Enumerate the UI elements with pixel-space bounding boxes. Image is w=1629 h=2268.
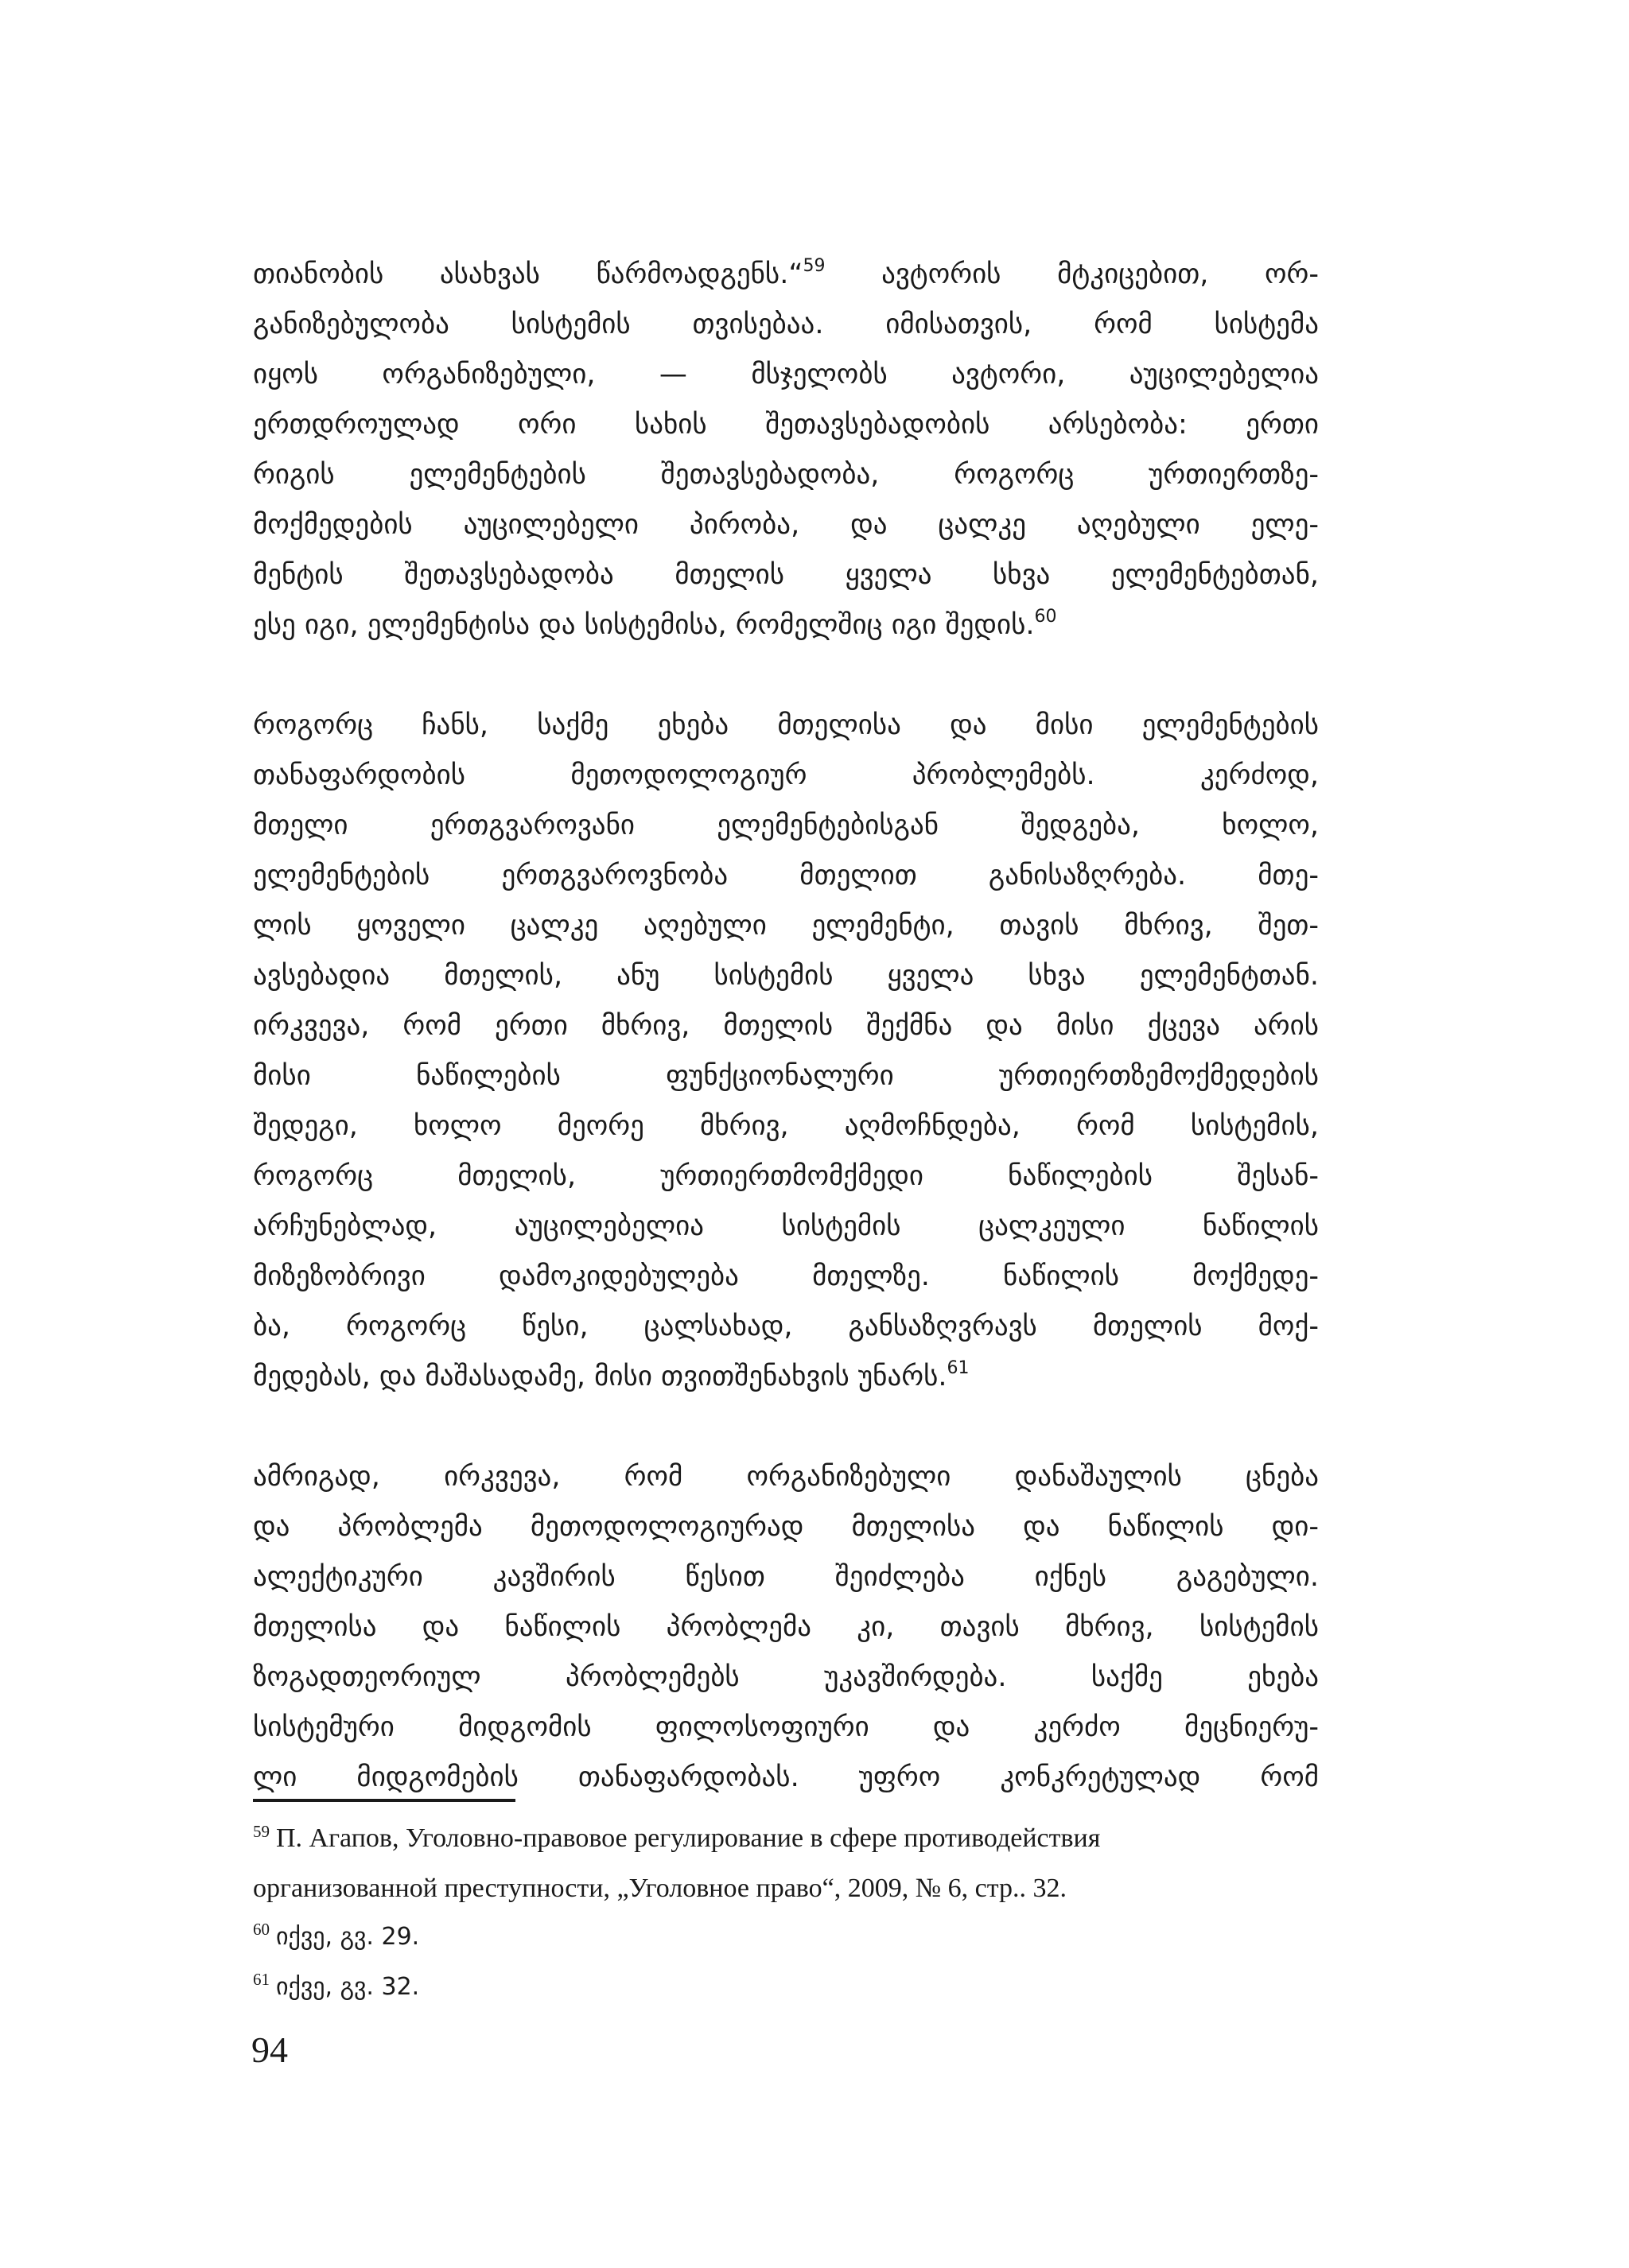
text-line: მიზეზობრივი დამოკიდებულება მთელზე. ნაწილის მოქმედე- [253, 1260, 1319, 1292]
text-line: ზოგადთეორიულ პრობლემებს უკავშირდება. საქმე ეხება [253, 1661, 1319, 1693]
text-line: სისტემური მიდგომის ფილოსოფიური და კერძო მეცნიერუ- [253, 1711, 1319, 1743]
text-line: ესე იგი, ელემენტისა და სისტემისა, რომელშიც იგი შედის.$^{60}$ [253, 607, 1057, 641]
text-line: როგორც ჩანს, საქმე ეხება მთელისა და მისი ელემენტების [253, 709, 1319, 741]
footnote-divider [253, 1799, 515, 1802]
page-number: 94 [251, 2029, 288, 2070]
footnote-59 [253, 1815, 1319, 1865]
paragraph-3 [253, 1452, 1319, 1803]
main-text [253, 250, 1319, 1803]
text-line: ლის ყოველი ცალკე აღებული ელემენტი, თავის მხრივ, შეთ- [253, 910, 1319, 942]
text-line: ერთდროულად ორი სახის შეთავსებადობის არსებობა: ერთი [253, 409, 1319, 441]
text-line: ლი მიდგომების თანაფარდობას. უფრო კონკრეტულად რომ [253, 1761, 1319, 1793]
text-line: თანაფარდობის მეთოდოლოგიურ პრობლემებს. კერძოდ, [253, 759, 1319, 791]
text-line: თიანობის ასახვას წარმოადგენს.“$^{59}$ ავტორის მტკიცებით, ორ- [253, 256, 1319, 290]
text-line: არჩუნებლად, აუცილებელია სისტემის ცალკეული ნაწილის [253, 1210, 1319, 1242]
text-line: ამრიგად, ირკვევა, რომ ორგანიზებული დანაშაულის ცნება [253, 1461, 1319, 1493]
footnotes [253, 1815, 1319, 2013]
text-line: მოქმედების აუცილებელი პირობა, და ცალკე აღებული ელე- [253, 509, 1319, 541]
text-line: მთელი ერთგვაროვანი ელემენტებისგან შედგება, ხოლო, [253, 810, 1319, 841]
text-line: ალექტიკური კავშირის წესით შეიძლება იქნეს გაგებული. [253, 1561, 1319, 1593]
text-line: ბა, როგორც წესი, ცალსახად, განსაზღვრავს მთელის მოქ- [253, 1311, 1319, 1342]
text-line: მენტის შეთავსებადობა მთელის ყველა სხვა ელემენტებთან, [253, 559, 1319, 591]
footnote-number: 59 [253, 1822, 270, 1841]
text-line: განიზებულობა სისტემის თვისებაა. იმისათვის, რომ სისტემა [253, 309, 1319, 340]
paragraph-gap [253, 1402, 1319, 1452]
text-line: ირკვევა, რომ ერთი მხრივ, მთელის შექმნა და მისი ქცევა არის [253, 1010, 1319, 1042]
footnote-number: 61 [253, 1970, 270, 1989]
footnote-text: იქვე, გვ. 32. [276, 1973, 420, 2001]
footnote-text: იქვე, გვ. 29. [276, 1923, 420, 1951]
footnote-number: 60 [253, 1920, 270, 1939]
paragraph-gap [253, 650, 1319, 701]
text-line: მთელისა და ნაწილის პრობლემა კი, თავის მხრივ, სისტემის [253, 1611, 1319, 1643]
text-line: ავსებადია მთელის, ანუ სისტემის ყველა სხვა ელემენტთან. [253, 960, 1319, 992]
text-line: მედებას, და მაშასადამე, მისი თვითშენახვის უნარს.$^{61}$ [253, 1358, 970, 1392]
text-line: იყოს ორგანიზებული, — მსჯელობს ავტორი, აუცილებელია [253, 359, 1319, 390]
footnote-ref-60: 60 [1034, 607, 1057, 627]
paragraph-2 [253, 701, 1319, 1402]
footnote-61 [253, 1963, 1319, 2013]
text-line: მისი ნაწილების ფუნქციონალური ურთიერთზემოქმედების [253, 1060, 1319, 1092]
text-line: ელემენტების ერთგვაროვნობა მთელით განისაზღრება. მთე- [253, 860, 1319, 891]
paragraph-1 [253, 250, 1319, 650]
text-line: რიგის ელემენტების შეთავსებადობა, როგორც ურთიერთზე- [253, 459, 1319, 491]
text-line: და პრობლემა მეთოდოლოგიურად მთელისა და ნაწილის დი- [253, 1511, 1319, 1543]
text-line: როგორც მთელის, ურთიერთმომქმედი ნაწილების შესან- [253, 1160, 1319, 1192]
footnote-ref-59: 59 [803, 256, 826, 277]
footnote-59-continued: организованной преступности, „Уголовное право“, 2009, № 6, стр.. 32. [253, 1874, 1067, 1903]
footnote-text: П. Агапов, Уголовно-правовое регулирование в сфере противодействия [276, 1823, 1101, 1853]
text-line: შედეგი, ხოლო მეორე მხრივ, აღმოჩნდება, რომ სისტემის, [253, 1110, 1319, 1142]
footnote-ref-61: 61 [947, 1358, 970, 1379]
footnote-60 [253, 1913, 1319, 1963]
